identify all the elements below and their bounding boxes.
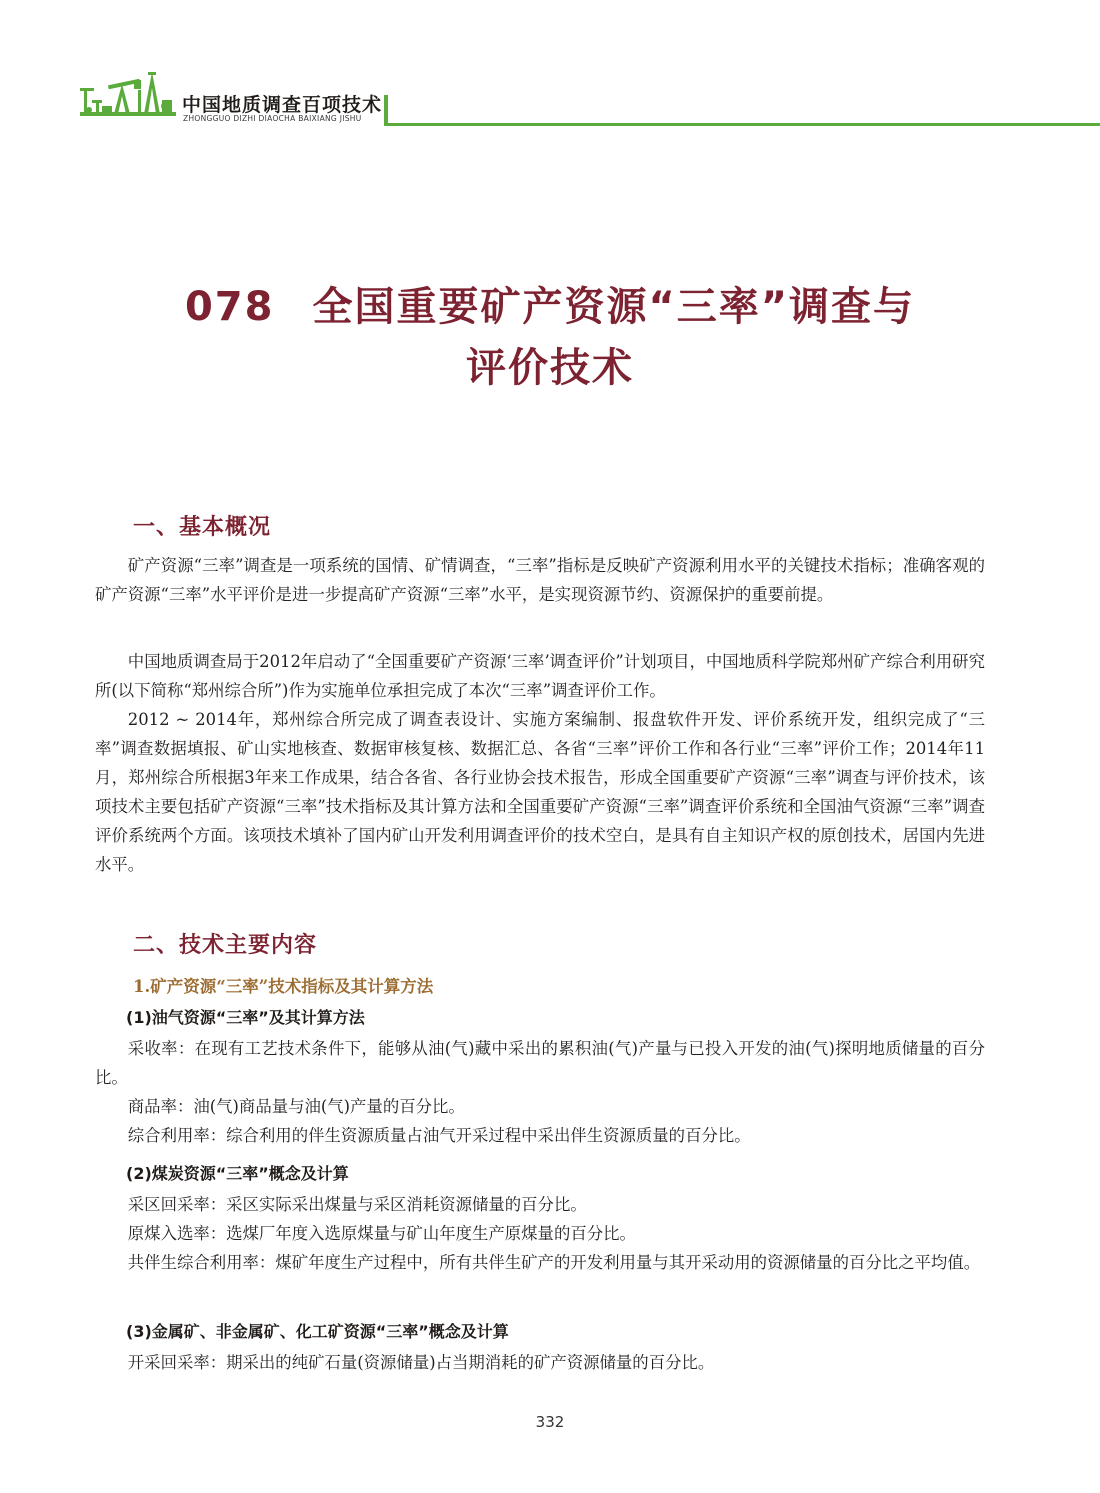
definition-line: 原煤入选率：选煤厂年度入选原煤量与矿山年度生产原煤量的百分比。 <box>127 1224 636 1243</box>
series-title: 中国地质调查百项技术 <box>182 94 383 116</box>
definition-line: 共伴生综合利用率：煤矿年度生产过程中，所有共伴生矿产的开发利用量与其开采动用的资源储量的百分比之平均值。 <box>127 1253 981 1272</box>
paragraph: 中国地质调查局于2012年启动了“全国重要矿产资源‘三率’调查评价”计划项目，中国地质科学院郑州矿产综合利用研究所(以下简称“郑州综合所”)作为实施单位承担完成了本次“三率”调查评价工作。 <box>95 652 985 700</box>
section-heading-content: 二、技术主要内容 <box>133 933 318 958</box>
definition-line: 综合利用率：综合利用的伴生资源质量占油气开采过程中采出伴生资源质量的百分比。 <box>127 1126 751 1145</box>
item-heading-coal: (2)煤炭资源“三率”概念及计算 <box>126 1164 349 1183</box>
item-heading-oil-gas: (1)油气资源“三率”及其计算方法 <box>126 1008 365 1027</box>
definition-line: 商品率：油(气)商品量与油(气)产量的百分比。 <box>127 1097 465 1116</box>
title-number: 078 <box>184 284 275 330</box>
oil-gas-definitions <box>95 1034 985 1150</box>
page-title <box>0 275 1100 332</box>
paragraph: 2012 ~ 2014年，郑州综合所完成了调查表设计、实施方案编制、报盘软件开发、评价系统开发，组织完成了“三率”调查数据填报、矿山实地核查、数据审核复核、数据汇总、各省“三率”评价工作和各行业“三率”评价工作；2014年11月，郑州综合所根据3年来工作成果，结合各省、各行业协会技术报告，形成全国重要矿产资源“三率”调查与评价技术，该项技术主要包括矿产资源“三率”技术指标及其计算方法和全国重要矿产资源“三率”调查评价系统和全国油气资源“三率”调查评价系统两个方面。该项技术填补了国内矿山开发利用调查评价的技术空白，是具有自主知识产权的原创技术，居国内先进水平。 <box>95 710 985 874</box>
item-heading-metal-minerals: (3)金属矿、非金属矿、化工矿资源“三率”概念及计算 <box>126 1322 509 1341</box>
metal-minerals-definitions <box>95 1348 985 1377</box>
overview-paragraphs <box>95 647 985 879</box>
definition-line: 采收率：在现有工艺技术条件下，能够从油(气)藏中采出的累积油(气)产量与已投入开发的油(气)探明地质储量的百分比。 <box>95 1039 985 1087</box>
series-pinyin: ZHONGGUO DIZHI DIAOCHA BAIXIANG JISHU <box>183 114 362 123</box>
page-number: 332 <box>535 1413 565 1431</box>
section-heading-overview: 一、基本概况 <box>133 515 272 540</box>
definition-line: 开采回采率：期采出的纯矿石量(资源储量)占当期消耗的矿产资源储量的百分比。 <box>127 1353 715 1372</box>
coal-definitions <box>95 1190 985 1277</box>
title-line-1: 全国重要矿产资源“三率”调查与 <box>312 284 916 330</box>
definition-line: 采区回采率：采区实际采出煤量与采区消耗资源储量的百分比。 <box>127 1195 587 1214</box>
paragraph: 矿产资源“三率”调查是一项系统的国情、矿情调查，“三率”指标是反映矿产资源利用水平的关键技术指标；准确客观的矿产资源“三率”水平评价是进一步提高矿产资源“三率”水平，是实现资源节约、资源保护的重要前提。 <box>95 556 985 604</box>
overview-paragraph-1 <box>95 551 985 609</box>
subsection-heading: 1.矿产资源“三率”技术指标及其计算方法 <box>133 977 434 996</box>
header-rule <box>384 123 1100 126</box>
page-title-line-2: 评价技术 <box>466 345 634 391</box>
header-accent-bar <box>384 95 388 125</box>
oil-pump-jack-logo-icon <box>78 70 178 126</box>
page-header <box>78 70 1100 130</box>
